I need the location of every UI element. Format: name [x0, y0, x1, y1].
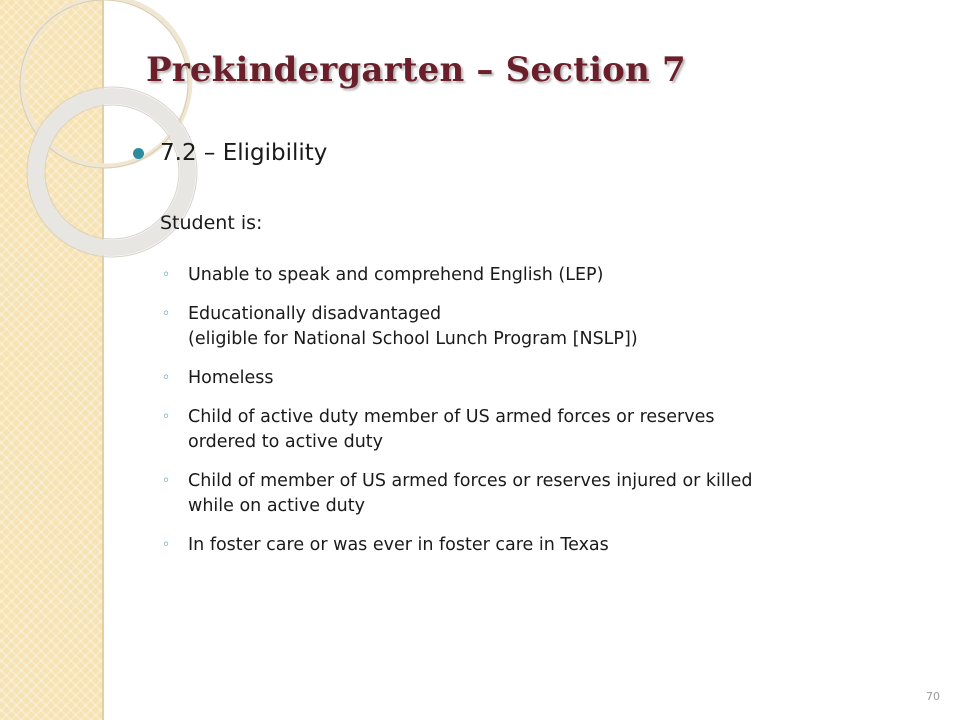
hollow-bullet-icon: ◦ — [162, 267, 171, 283]
list-item-text-continued: while on active duty — [188, 496, 365, 516]
main-bullet-text: 7.2 – Eligibility — [160, 140, 328, 166]
list-item — [162, 366, 922, 391]
student-is-label: Student is: — [160, 212, 263, 234]
hollow-bullet-icon: ◦ — [162, 370, 171, 386]
hollow-bullet-icon: ◦ — [162, 473, 171, 489]
list-item-text: Homeless — [188, 368, 274, 388]
main-bullet — [133, 140, 327, 166]
list-item-text: Child of active duty member of US armed forces or reserves — [188, 407, 715, 427]
list-item-text: Educationally disadvantaged — [188, 304, 442, 324]
eligibility-list — [162, 263, 922, 572]
hollow-bullet-icon: ◦ — [162, 306, 171, 322]
list-item — [162, 405, 922, 455]
list-item-text: Child of member of US armed forces or reserves injured or killed — [188, 471, 753, 491]
list-item — [162, 263, 922, 288]
page-number: 70 — [926, 690, 940, 703]
hollow-bullet-icon: ◦ — [162, 409, 171, 425]
list-item — [162, 302, 922, 352]
list-item-text-continued: ordered to active duty — [188, 432, 384, 452]
list-item — [162, 469, 922, 519]
slide-title: Prekindergarten – Section 7 — [146, 50, 686, 90]
bullet-dot-icon — [133, 148, 144, 159]
list-item — [162, 533, 922, 558]
list-item-text-continued: (eligible for National School Lunch Program [NSLP]) — [188, 329, 638, 349]
list-item-text: Unable to speak and comprehend English (LEP) — [188, 265, 604, 285]
list-item-text: In foster care or was ever in foster care in Texas — [188, 535, 609, 555]
hollow-bullet-icon: ◦ — [162, 537, 171, 553]
